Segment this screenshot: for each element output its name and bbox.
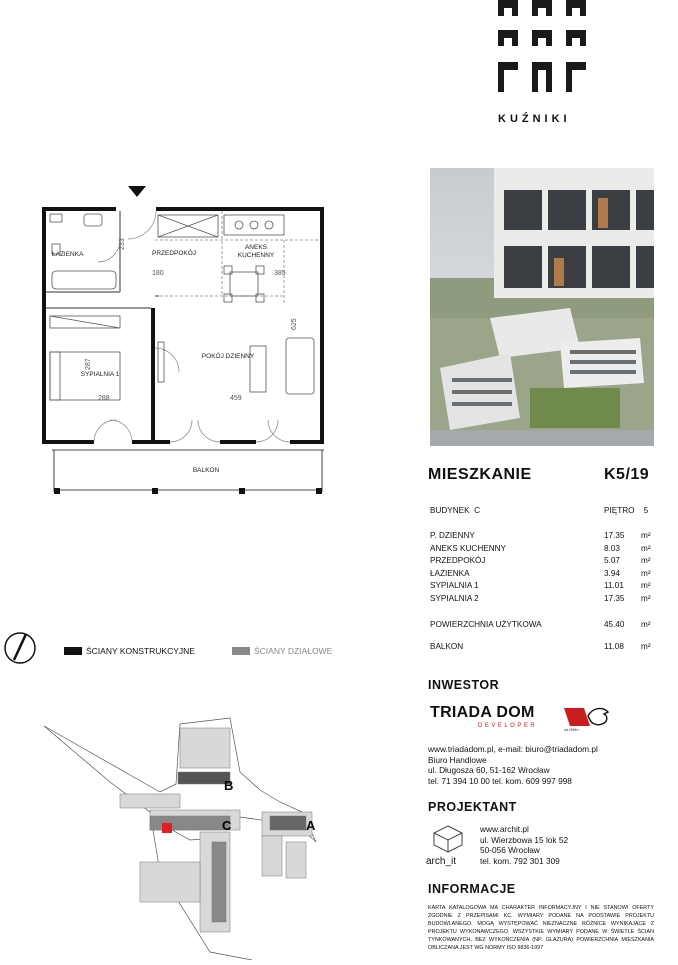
balcony-label: BALKON bbox=[430, 642, 464, 651]
sitemap-label-c: C bbox=[222, 818, 232, 833]
investor-line: www.triadadom.pl, e-mail: biuro@triadadom.pl bbox=[428, 744, 598, 754]
apartment-title: MIESZKANIE bbox=[428, 466, 532, 483]
room-sypialnia: SYPIALNIA 1 bbox=[80, 371, 120, 378]
sitemap-label-b: B bbox=[224, 778, 234, 793]
brand-logo bbox=[496, 0, 590, 100]
room-name: PRZEDPOKÓJ bbox=[430, 556, 486, 566]
floor-label: PIĘTRO bbox=[604, 506, 635, 515]
dim-2: 180 bbox=[152, 270, 164, 277]
usable-area: 45.40 bbox=[604, 620, 625, 629]
dim-4: 625 bbox=[291, 318, 298, 330]
legend-partition-swatch bbox=[232, 647, 250, 655]
building-row bbox=[430, 506, 480, 515]
room-area: 17.35 bbox=[604, 594, 625, 603]
usable-unit: m² bbox=[641, 620, 651, 629]
apartment-code: K5/19 bbox=[604, 466, 650, 483]
room-pokoj: POKÓJ DZIENNY bbox=[201, 353, 255, 360]
building-label: BUDYNEK bbox=[430, 506, 470, 515]
room-lazienka: ŁAZIENKA bbox=[52, 251, 84, 258]
dim-5: 287 bbox=[85, 358, 92, 370]
designer-line: ul. Wierzbowa 15 lok 52 bbox=[480, 834, 569, 845]
entrance-arrow-icon bbox=[128, 186, 146, 197]
designer-line: tel. kom. 792 301 309 bbox=[480, 855, 560, 866]
legend-structural: ŚCIANY KONSTRUKCYJNE bbox=[86, 646, 195, 656]
room-name: SYPIALNIA 2 bbox=[430, 594, 479, 603]
designer-logo-text: arch_it bbox=[426, 856, 457, 867]
dim-3: 385 bbox=[274, 270, 286, 277]
floor-plan-drawing bbox=[34, 180, 340, 510]
dim-1: 233 bbox=[119, 238, 126, 250]
compass bbox=[2, 630, 38, 666]
dim-7: 459 bbox=[230, 395, 242, 402]
room-unit: m² bbox=[641, 581, 651, 591]
building-value: C bbox=[474, 506, 481, 515]
dim-6: 288 bbox=[98, 395, 110, 402]
room-unit: m² bbox=[641, 531, 651, 540]
room-balkon: BALKON bbox=[192, 467, 220, 474]
apartment-marker bbox=[162, 823, 172, 833]
balcony-area: 11.08 bbox=[604, 642, 624, 651]
usable-label: POWIERZCHNIA UŻYTKOWA bbox=[430, 620, 542, 629]
balcony-unit: m² bbox=[641, 642, 651, 651]
investor-line: ul. Długosza 60, 51-162 Wrocław bbox=[428, 765, 550, 775]
room-name: ŁAZIENKA bbox=[430, 568, 470, 578]
investor-header: INWESTOR bbox=[428, 678, 500, 692]
room-name: P. DZIENNY bbox=[430, 531, 475, 540]
room-unit: m² bbox=[641, 543, 651, 553]
room-name: SYPIALNIA 1 bbox=[430, 581, 479, 591]
investor-logo bbox=[430, 704, 630, 732]
room-unit: m² bbox=[641, 556, 651, 566]
investor-line: tel. 71 394 10 00 tel. kom. 609 997 998 bbox=[428, 775, 572, 786]
room-area: 8.03 bbox=[604, 543, 620, 553]
site-map-drawing bbox=[40, 712, 330, 960]
room-unit: m² bbox=[641, 594, 651, 603]
building-render-illustration bbox=[430, 168, 654, 446]
room-aneks-1: ANEKS bbox=[244, 244, 268, 251]
cube-logo-icon bbox=[428, 824, 468, 854]
floor-plan bbox=[34, 180, 340, 510]
room-aneks-2: KUCHENNY bbox=[237, 252, 275, 259]
building-render bbox=[430, 168, 654, 446]
investor-line: Biuro Handlowe bbox=[428, 754, 487, 765]
legend-structural-swatch bbox=[64, 647, 82, 655]
room-area: 17.35 bbox=[604, 531, 625, 540]
floor-value: 5 bbox=[643, 506, 649, 515]
investor-logo-year: od 1999 r. bbox=[564, 728, 580, 732]
brand-name: KUŹNIKI bbox=[498, 113, 571, 125]
designer-logo bbox=[426, 824, 470, 870]
investor-logo-main: TRIADA DOM bbox=[430, 704, 535, 721]
info-header: INFORMACJE bbox=[428, 882, 516, 896]
info-text: KARTA KATALOGOWA MA CHARAKTER INFORMACYJNY I NIE STANOWI OFERTY ZGODNIE Z PRZEPISAMI KC. WYMIARY PODANE NA PODSTAWIE PROJEKTU BUDOWLANEGO. MOGĄ WYSTĘPOWAĆ NIEZNACZNE RÓŻNICE WYNIKAJĄCE Z PROJEKTU WYKONAWCZEGO. WSZYSTKIE WYMIARY PODANE W ŚWIETLE ŚCIAN TYNKOWANYCH, BEZ WYKOŃCZENIA (NP. GLAZURA) POWIERZCHNIA MIESZKANIA OBLICZANA JEST WG NORMY ISO 9836-1997 bbox=[428, 905, 654, 951]
legend-partition: ŚCIANY DZIAŁOWE bbox=[254, 646, 333, 656]
investor-logo-sub: DEVELOPER bbox=[478, 723, 538, 729]
room-przedpokoj: PRZEDPOKÓJ bbox=[152, 250, 197, 257]
floor-row bbox=[604, 506, 648, 515]
room-name: ANEKS KUCHENNY bbox=[430, 543, 506, 553]
room-unit: m² bbox=[641, 568, 651, 578]
sitemap-label-a: A bbox=[306, 818, 316, 833]
room-area: 3.94 bbox=[604, 568, 620, 578]
designer-contact bbox=[480, 824, 568, 866]
designer-line: 50-056 Wrocław bbox=[480, 845, 540, 855]
investor-contact bbox=[428, 744, 598, 786]
compass-icon bbox=[2, 630, 38, 666]
designer-header: PROJEKTANT bbox=[428, 800, 517, 814]
site-map bbox=[40, 712, 330, 960]
designer-line: www.archit.pl bbox=[480, 824, 529, 834]
brand-logo-mark bbox=[496, 0, 590, 100]
room-area: 5.07 bbox=[604, 556, 620, 566]
room-area: 11.01 bbox=[604, 581, 624, 591]
